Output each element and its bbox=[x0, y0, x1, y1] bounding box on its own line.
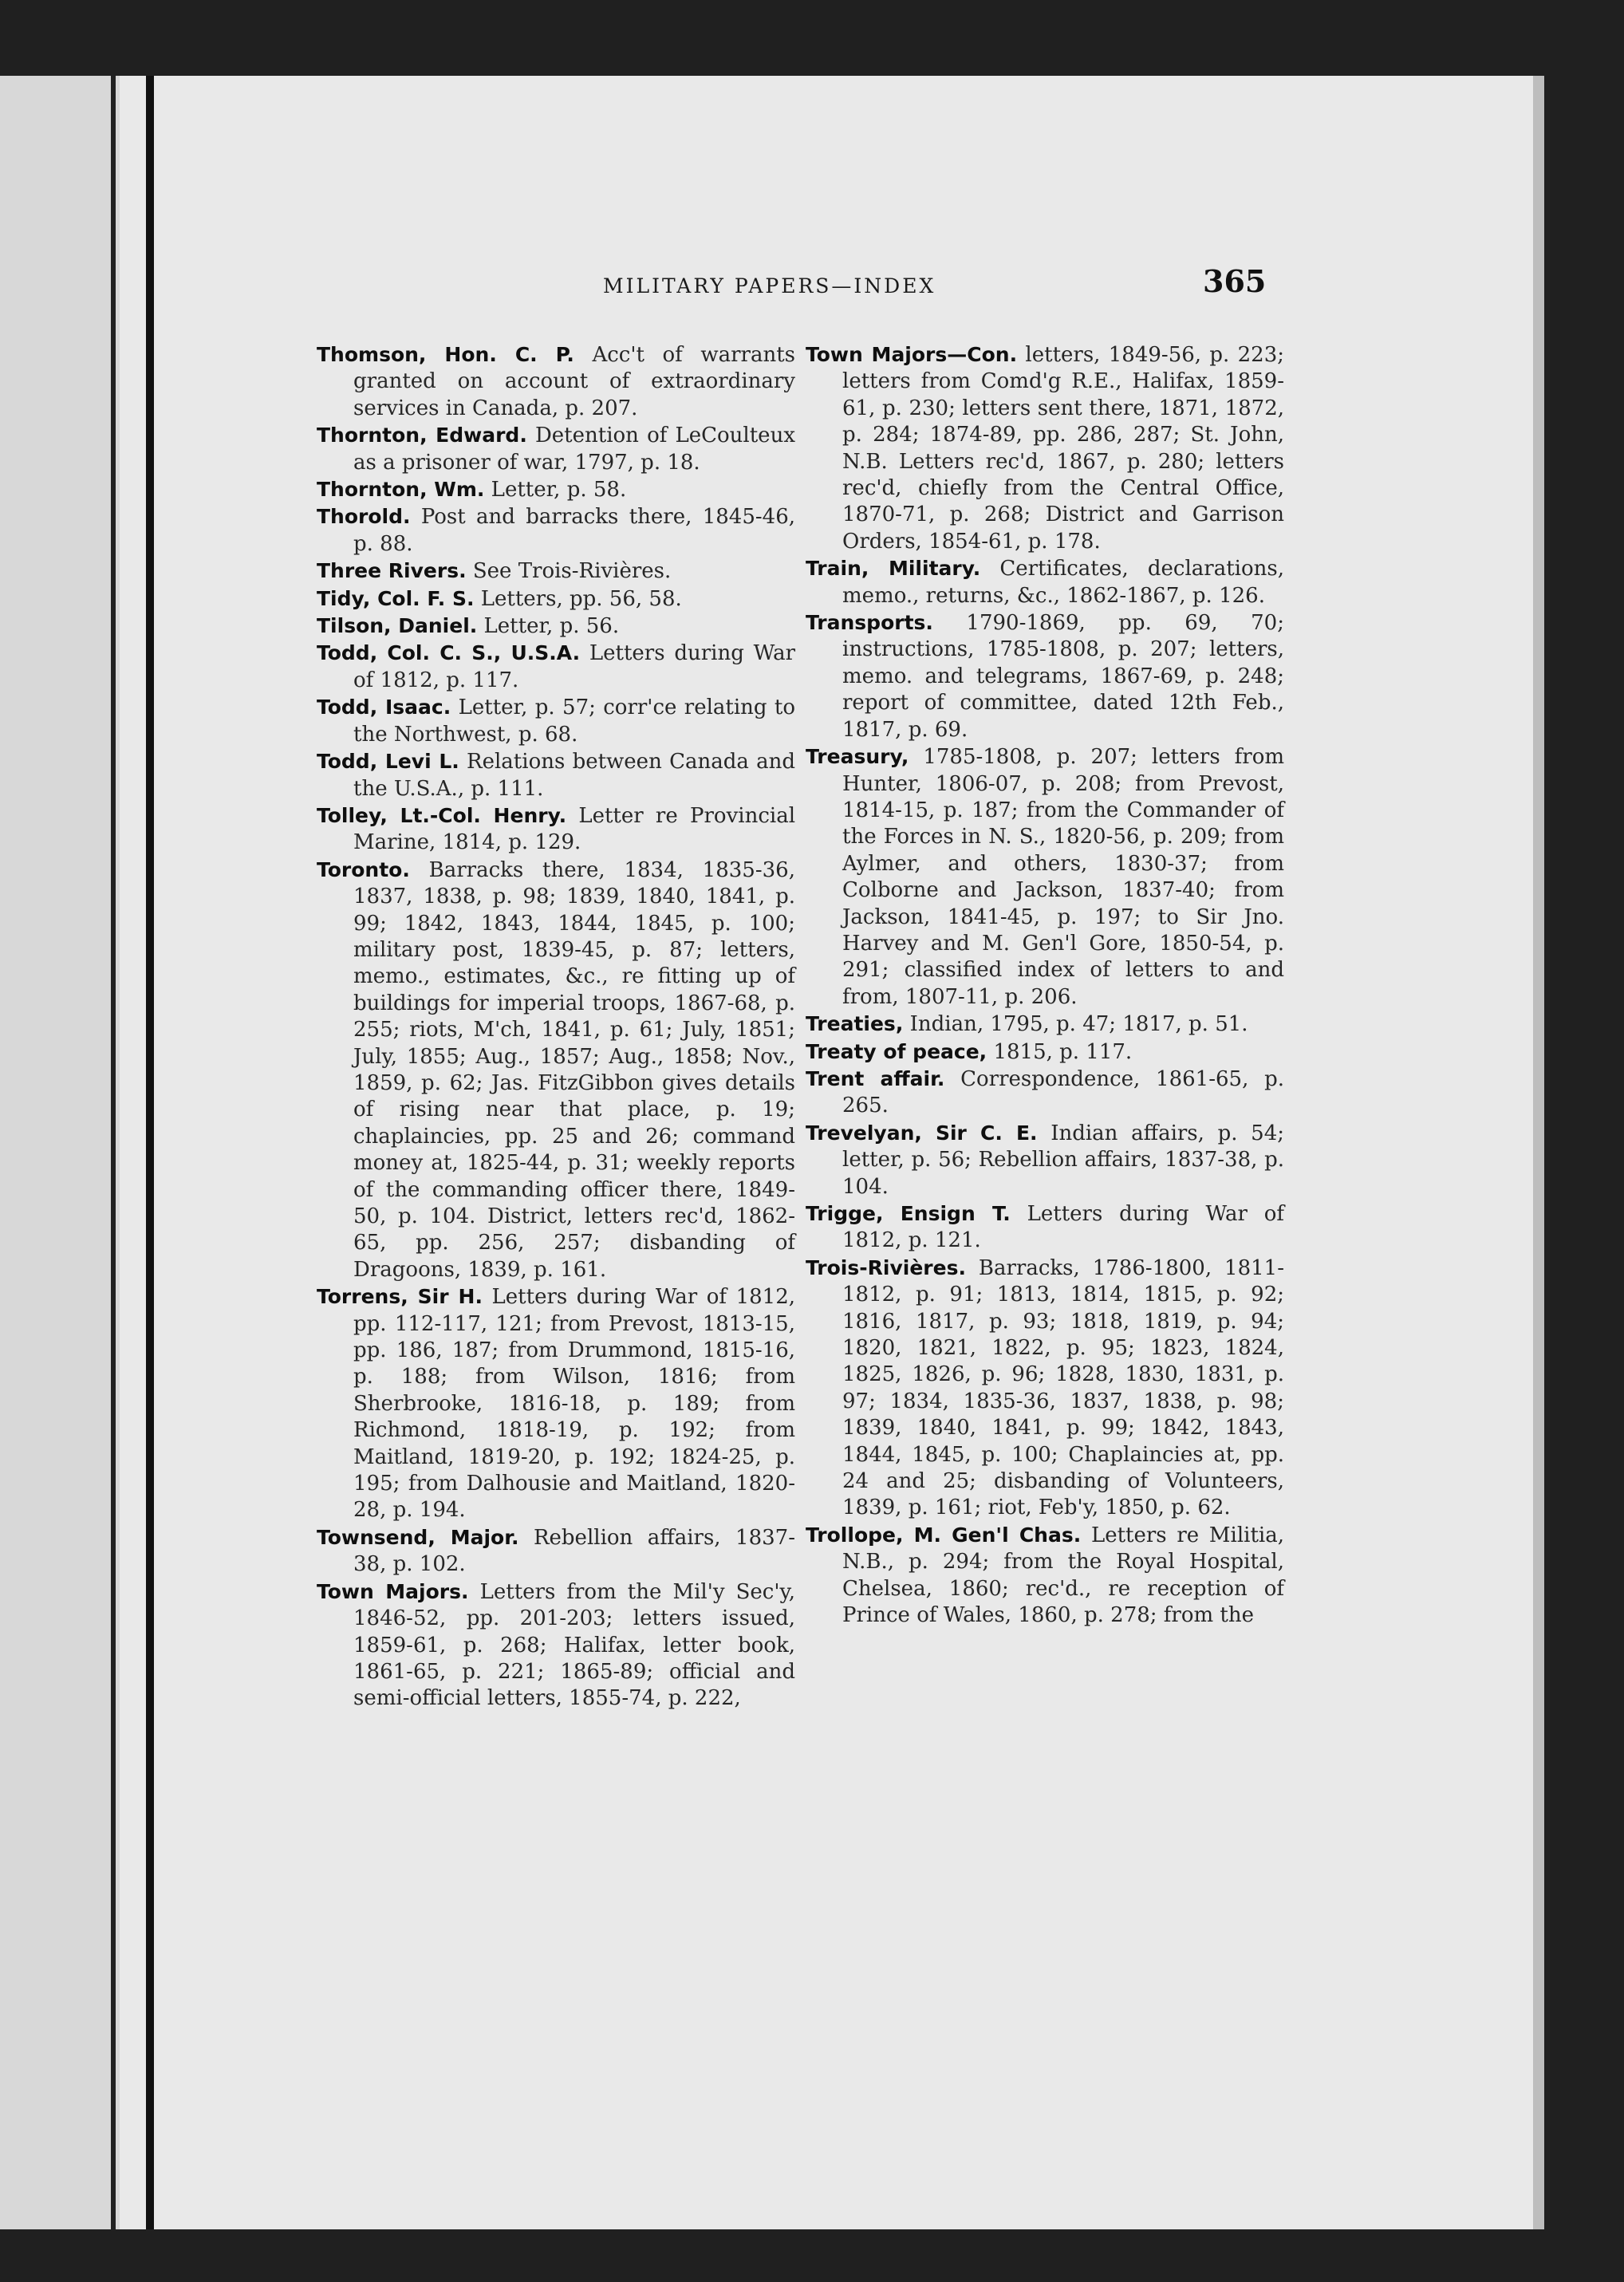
entry-text: Relations between Canada and the U.S.A., p. 111. bbox=[353, 750, 795, 801]
running-title: MILITARY PAPERS—INDEX bbox=[603, 274, 936, 298]
entry-text: Letters during War of 1812, p. 121. bbox=[842, 1202, 1284, 1253]
entry-heading: Thomson, Hon. C. P. bbox=[317, 343, 574, 366]
index-entry bbox=[806, 1200, 1284, 1255]
entry-text: Letters during War of 1812, pp. 112-117, 121; from Prevost, 1813-15, pp. 186, 187; from Drummond, 1815-16, p. 188; from Wilson, 1816; from Sherbrooke, 1816-18, p. 189; from Richmond, 1818-19, p. 192; from Maitland, 1819-20, p. 192; 1824-25, p. 195; from Dalhousie and Maitland, 1820-28, p. 194. bbox=[353, 1285, 796, 1523]
entry-heading: Torrens, Sir H. bbox=[317, 1285, 483, 1309]
index-entry bbox=[317, 857, 795, 1284]
index-column-right bbox=[806, 341, 1284, 1630]
entry-heading: Trollope, M. Gen'l Chas. bbox=[806, 1523, 1082, 1547]
entry-text: Letter, p. 56. bbox=[483, 614, 620, 639]
index-entry bbox=[806, 1039, 1284, 1066]
entry-text: Acc't of warrants granted on account of extraordinary services in Canada, p. 207. bbox=[353, 343, 795, 420]
index-entry bbox=[317, 476, 795, 503]
entry-text: Certificates, declarations, memo., returns, &c., 1862-1867, p. 126. bbox=[842, 557, 1284, 608]
entry-text: Letter re Provincial Marine, 1814, p. 129. bbox=[353, 803, 796, 855]
index-entry bbox=[317, 503, 795, 558]
index-entry bbox=[806, 1522, 1284, 1630]
entry-text: Letters re Militia, N.B., p. 294; from the Royal Hospital, Chelsea, 1860; rec'd., re reception of Prince of Wales, 1860, p. 278; from the bbox=[842, 1523, 1284, 1628]
entry-heading: Thorold. bbox=[317, 505, 411, 529]
entry-text: Letters, pp. 56, 58. bbox=[480, 586, 682, 611]
index-entry bbox=[317, 1283, 795, 1524]
page-right-edge bbox=[1533, 76, 1544, 2229]
entry-text: See Trois-Rivières. bbox=[472, 559, 672, 584]
entry-text: Letter, p. 57; corr'ce relating to the Northwest, p. 68. bbox=[353, 696, 796, 747]
entry-text: Indian, 1795, p. 47; 1817, p. 51. bbox=[909, 1012, 1248, 1037]
previous-page-edge bbox=[0, 76, 120, 2229]
entry-heading: Transports. bbox=[806, 611, 933, 635]
entry-heading: Thornton, Wm. bbox=[317, 478, 485, 502]
index-entry bbox=[806, 1255, 1284, 1522]
entry-heading: Tidy, Col. F. S. bbox=[317, 586, 475, 610]
entry-text: Post and barracks there, 1845-46, p. 88. bbox=[353, 505, 795, 556]
index-entry bbox=[806, 555, 1284, 609]
entry-heading: Trois-Rivières. bbox=[806, 1255, 966, 1279]
entry-heading: Treasury, bbox=[806, 745, 909, 769]
index-entry bbox=[317, 640, 795, 694]
entry-heading: Todd, Col. C. S., U.S.A. bbox=[317, 641, 581, 665]
entry-text: Barracks, 1786-1800, 1811-1812, p. 91; 1813, 1814, 1815, p. 92; 1816, 1817, p. 93; 1818, 1819, p. 94; 1820, 1821, 1822, p. 95; 1823, 1824, 1825, 1826, p. 96; 1828, 1830, 1831, p. 97; 1834, 1835-36, 1837, 1838, p. 98; 1839, 1840, 1841, p. 99; 1842, 1843, 1844, 1845, p. 100; Chaplaincies at, pp. 24 and 25; disbanding of Volunteers, 1839, p. 161; riot, Feb'y, 1850, p. 62. bbox=[842, 1255, 1284, 1520]
entry-text: 1785-1808, p. 207; letters from Hunter, 1806-07, p. 208; from Prevost, 1814-15, p. 187; from the Commander of the Forces in N. S., 1820-56, p. 209; from Aylmer, and others, 1830-37; from Colborne and Jackson, 1837-40; from Jackson, 1841-45, p. 197; to Sir Jno. Harvey and M. Gen'l Gore, 1850-54, p. 291; classified index of letters to and from, 1807-11, p. 206. bbox=[842, 745, 1285, 1009]
entry-text: Indian affairs, p. 54; letter, p. 56; Rebellion affairs, 1837-38, p. 104. bbox=[842, 1121, 1285, 1199]
entry-heading: Train, Military. bbox=[806, 557, 981, 581]
index-entry bbox=[317, 585, 795, 613]
entry-heading: Treaties, bbox=[806, 1012, 904, 1036]
entry-heading: Tolley, Lt.-Col. Henry. bbox=[317, 803, 567, 827]
entry-heading: Toronto. bbox=[317, 857, 410, 881]
entry-text: Barracks there, 1834, 1835-36, 1837, 1838, p. 98; 1839, 1840, 1841, p. 99; 1842, 1843, 1844, 1845, p. 100; military post, 1839-45, p. 87; letters, memo., estimates, &c., re fitting up of buildings for imperial troops, 1867-68, p. 255; riots, M'ch, 1841, p. 61; July, 1851; July, 1855; Aug., 1857; Aug., 1858; Nov., 1859, p. 62; Jas. FitzGibbon gives details of rising near that place, p. 19; chaplaincies, pp. 25 and 26; command money at, 1825-44, p. 31; weekly reports of the commanding officer there, 1849-50, p. 104. District, letters rec'd, 1862-65, pp. 256, 257; disbanding of Dragoons, 1839, p. 161. bbox=[353, 857, 795, 1282]
entry-text: Letters from the Mil'y Sec'y, 1846-52, pp. 201-203; letters issued, 1859-61, p. 268; Halifax, letter book, 1861-65, p. 221; 1865-89; official and semi-official letters, 1855-74, p. 222, bbox=[353, 1579, 796, 1711]
entry-heading: Tilson, Daniel. bbox=[317, 614, 478, 638]
entry-text: Correspondence, 1861-65, p. 265. bbox=[842, 1066, 1285, 1118]
entry-heading: Thornton, Edward. bbox=[317, 424, 527, 447]
entry-heading: Trevelyan, Sir C. E. bbox=[806, 1121, 1038, 1145]
index-entry bbox=[317, 613, 795, 640]
entry-heading: Town Majors. bbox=[317, 1579, 469, 1603]
index-entry bbox=[806, 1011, 1284, 1038]
entry-heading: Three Rivers. bbox=[317, 559, 467, 583]
entry-text: Letters during War of 1812, p. 117. bbox=[353, 641, 795, 692]
index-entry bbox=[806, 341, 1284, 555]
index-entry bbox=[317, 1524, 795, 1578]
entry-heading: Town Majors—Con. bbox=[806, 343, 1018, 366]
index-entry bbox=[317, 1578, 795, 1712]
entry-heading: Townsend, Major. bbox=[317, 1525, 519, 1549]
index-entry bbox=[806, 1120, 1284, 1200]
entry-heading: Trigge, Ensign T. bbox=[806, 1202, 1011, 1225]
entry-text: letters, 1849-56, p. 223; letters from Comd'g R.E., Halifax, 1859-61, p. 230; letters sent there, 1871, 1872, p. 284; 1874-89, pp. 286, 287; St. John, N.B. Letters rec'd, 1867, p. 280; letters rec'd, chiefly from the Central Office, 1870-71, p. 268; District and Garrison Orders, 1854-61, p. 178. bbox=[842, 343, 1285, 554]
page-number: 365 bbox=[1203, 263, 1267, 299]
entry-text: Letter, p. 58. bbox=[491, 478, 627, 503]
entry-heading: Todd, Isaac. bbox=[317, 696, 451, 719]
index-entry bbox=[806, 743, 1284, 1011]
index-entry bbox=[317, 694, 795, 748]
index-column-left bbox=[317, 341, 795, 1712]
entry-text: 1815, p. 117. bbox=[993, 1039, 1133, 1064]
entry-text: Rebellion affairs, 1837-38, p. 102. bbox=[353, 1525, 795, 1577]
index-entry bbox=[806, 1066, 1284, 1120]
index-entry bbox=[317, 558, 795, 585]
entry-text: 1790-1869, pp. 69, 70; instructions, 1785-1808, p. 207; letters, memo. and telegrams, 1867-69, p. 248; report of committee, dated 12th Feb., 1817, p. 69. bbox=[842, 611, 1284, 742]
index-entry bbox=[317, 341, 795, 422]
index-entry bbox=[317, 748, 795, 802]
index-entry bbox=[806, 609, 1284, 743]
book-spine-shadow bbox=[146, 76, 154, 2229]
entry-heading: Treaty of peace, bbox=[806, 1039, 987, 1063]
entry-heading: Trent affair. bbox=[806, 1066, 945, 1090]
index-entry bbox=[317, 422, 795, 476]
entry-heading: Todd, Levi L. bbox=[317, 750, 459, 774]
entry-text: Detention of LeCoulteux as a prisoner of war, 1797, p. 18. bbox=[353, 424, 795, 475]
index-entry bbox=[317, 802, 795, 857]
